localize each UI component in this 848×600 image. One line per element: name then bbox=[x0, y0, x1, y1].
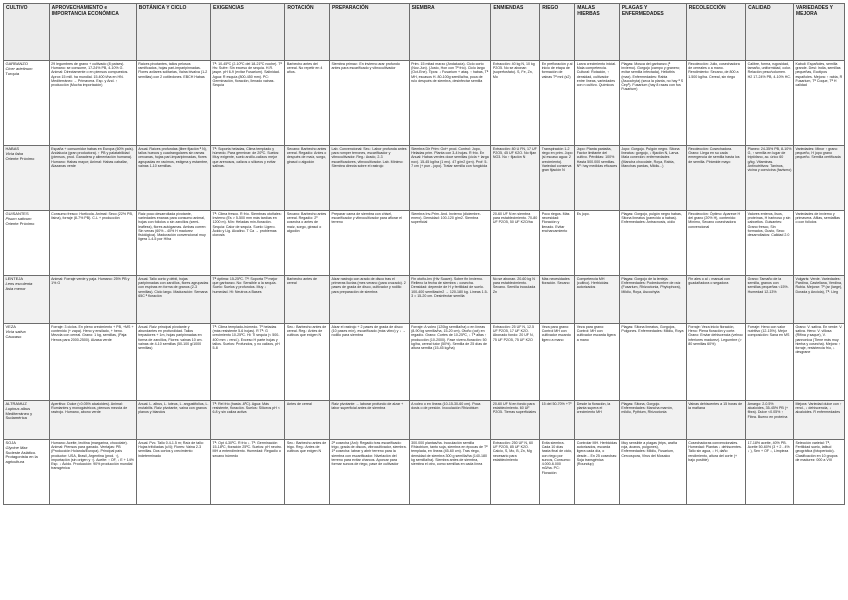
cell-botanica: Raíces pivotantes, tallos pelosos ramificados, hojas pari-imparipinnadas. Flores axilares solitarias, Vaina bivalva (1-2 semillas) con 2 cotiledones. EBCH Habas bbox=[136, 61, 210, 146]
crop-common-name: LENTEJA bbox=[5, 276, 24, 281]
crop-common-name: SOJA bbox=[5, 440, 16, 445]
crop-name-cell bbox=[4, 61, 50, 146]
cell-recoleccion: Forraje: Veza inicio floración, Heno: Plena floración y corte. Grano: Enviar dehiscencia (velnoc inferiores madurez). Legumbre (> 80 semillas 60%) bbox=[686, 324, 745, 401]
header-enmiendas: ENMIENDAS bbox=[491, 4, 540, 61]
cell-variedades: Variedades: Minor ↑ grano pequeño, H jopo grano pequeño. Semilla certificada bbox=[793, 146, 844, 211]
cell-siembra: 300.000 plantas/ha. Inoculación semilla Rhizobium, tanto soja, siembra en épocas de Tª templada, en líneas (45-60 cm). Tras riego, densidad de siembra 300 g semilla/ha (140-180 kg semilla/ha). Siembra antes de siembra, siembra el otro, como semillas en cada línea bbox=[409, 440, 491, 505]
cell-preparacion: 2ª cosecha (Ani): Regadío tras escarificado: trigo, grada de discos, vibrocultivador, siembra. 1ª cosecha: labrar y abrir terreno para la siembra con escarificador. Nivelación del terreno para evitar charcos. Aporcar para formar surcos de riego, pase de cultivador bbox=[329, 440, 409, 505]
cell-enmiendas: No se abonan. 20-60 kg N para establecimiento. Secano. Semilla inoculada Zn bbox=[491, 276, 540, 324]
crop-common-name: VEZA bbox=[5, 324, 16, 329]
crop-common-name: ALTRAMUZ bbox=[5, 401, 27, 406]
cell-malas-hierbas: Jopo: Planta parásita, Factor limitante del cultivo. Pérdidas: 100% Hasta 500.000 semillas. Nº: hay medidas eficaces bbox=[575, 146, 620, 211]
cell-plagas: Jopo: Gorgojo. Pulgón negro. Sitona lineatus: gorgojo, ↓ fijación N, Larva. Mala conexión: enfermedades (Mancha chocolate, Roya, Rabia, Manchas pardas, Mildiu...) bbox=[619, 146, 686, 211]
header-aprovechamiento: APROVECHAMIENTO e IMPORTANCIA ECONÓMICA bbox=[49, 4, 136, 61]
crop-origin: Turquía bbox=[5, 70, 20, 76]
crop-name-cell bbox=[4, 324, 50, 401]
table-row bbox=[4, 440, 845, 505]
header-preparacion: PREPARACIÓN bbox=[329, 4, 409, 61]
cell-botanica: Raíz poco desarrollada pivotante, variedades enanas para consumo animal, hojas con foliolos o sin zarcillos (semi-leafless), flores autógamas. Ambas corren: Sin venas (60%→40% H madurez fisiológica). Maduración convencional muy ligera 1-4-5 por H/ha bbox=[136, 211, 210, 276]
cell-aprovechamiento: Humano: Aceite, lecitina (margarina, chocolate). Animal: Piensos para ganado. Ventajas: PB (Producción Holanda/Europa). Principal país productor: USA, Brasil, Argentina (prod. ↑), importación (sin origen y ↑). Aceite: ↑ OF, ↓ E + 14% Esp. ↓ Ácido. Producción: 90% producción mundial transgénica bbox=[49, 440, 136, 505]
cell-riego: Transpiración 1-2 riego en prim. Jopo (si escaso agua: 2 crecimiento). Variedad conserva gran fijación N bbox=[540, 146, 575, 211]
cell-aprovechamiento: España + consumidor habas en Europa (60% país). Andalucía (gran productora). ↑ PB y palatabilidad (piensos, prod. Ganadera y alimentación humana). Humano: Habas mayor; Animal: Habas caballar, Alazanas verde bbox=[49, 146, 136, 211]
cell-riego: 15 del 50-70% +Tº bbox=[540, 401, 575, 440]
cell-variedades: Grano: V. sativa. En verde: V. sativa. Heno: V. villosa (Rifina y saque), V. pannonica (Tiene más muy hierba y cosecha). Mejora: ↑ forraje, resistencia frío, ↓ desgrane bbox=[793, 324, 844, 401]
cell-botanica: Anual. Raíces profundas (libre fijación ª N), tallos huecos y cuadrangulares sin ramas cercanas, hojas pari-imparipinnadas, flores agrupadas en racimos, estigma y estambre, vainas 1-10 semillas. bbox=[136, 146, 210, 211]
table-row bbox=[4, 401, 845, 440]
crop-origin: Asia menor bbox=[5, 285, 26, 291]
cell-calidad: Grano: Tamaño de la semilla, granos con semillas pequeñas <15%. Humedad 12-13% bbox=[746, 276, 794, 324]
header-rotacion: ROTACIÓN bbox=[285, 4, 330, 61]
table-row bbox=[4, 324, 845, 401]
crop-name-cell bbox=[4, 401, 50, 440]
crop-common-name: HABAS bbox=[5, 146, 20, 151]
cell-malas-hierbas: Desde la floración, la planta supera el crecimiento MH bbox=[575, 401, 620, 440]
cell-rotacion: Secano: Barbecho antes cereal. Regadío: Antes o después de maíz, sorgo, girasol o algodón bbox=[285, 146, 330, 211]
cell-plagas: Plagas: Sitona, Gorgojo. Enfermedades: Mancha marrón, mildiu, Pythium, Rhizoctonia bbox=[619, 401, 686, 440]
cell-riego: Veza para grano: Control MH con cultivador escardo ligero a mano bbox=[540, 324, 575, 401]
header-cultivo: CULTIVO bbox=[4, 4, 50, 61]
cell-recoleccion: Fin ales o al ↓ manual con guadañadora o segadora bbox=[686, 276, 745, 324]
cell-preparacion: Lab. Convencional: Sec.: Labor profunda antes para romper terrones, escarificador y vibrocultivador. Reg.: Arado, 2-3 escarificadores, vibrocultivador. Lab. Mínimo: Siembra directa sobre el rastrojo bbox=[329, 146, 409, 211]
cell-enmiendas: Extracción: 80 U FN, 17 UF P2O5, 45 UF K2O. No fijan NO3. No ↑ fijación N bbox=[491, 146, 540, 211]
cell-rotacion: Sec.: Barbecho antes de cereal. Reg.: Antes de cultivos que exigen N bbox=[285, 324, 330, 401]
table-row bbox=[4, 61, 845, 146]
cell-aprovechamiento: Aperitivo: Dulce (<0.05% alcaloides). Animal: Rumiantes y monogástricos, piensos mezcla de rastrojo. Humano, abono verde bbox=[49, 401, 136, 440]
cell-botanica: Anual. L. albus, L. luteus, L. angustifolius, L. mutabilis. Raíz pivotante, vaina con granos planos y blandos bbox=[136, 401, 210, 440]
header-variedades: VARIEDADES Y MEJORA bbox=[793, 4, 844, 61]
cell-rotacion: Barbecho antes de cereal bbox=[285, 276, 330, 324]
header-exigencias: EXIGENCIAS bbox=[211, 4, 285, 61]
cell-malas-hierbas: Larva crecimiento inicial. Mala competencia. Cultural: Rotación, ↑ densidad, cultivador entre líneas, variedades con n cultivo. Químicos bbox=[575, 61, 620, 146]
table-row bbox=[4, 276, 845, 324]
crop-origin: Mediterráneo y Sudamérica bbox=[5, 410, 33, 421]
cell-exigencias: Tª: Opt 4-30ºC. R frío ↓. Tª: Germinación 15-18ºC, floración 25ºC. Suelos: pH neutro. MH a entendimiento. Humedad: Regadío o secano húmedo bbox=[211, 440, 285, 505]
cell-malas-hierbas: Controlar MH. Herbicidas autorizados, escarda ligera cada día, o desde... En 25 cosechas: Soja transgénica (Roundup) bbox=[575, 440, 620, 505]
crop-origin: Sudeste Asiático. Protagonista en la agricultura bbox=[5, 449, 38, 465]
cell-malas-hierbas: Veza para grano: Control: MH con cultivador escarda ligera a mano bbox=[575, 324, 620, 401]
header-riego: RIEGO bbox=[540, 4, 575, 61]
cell-malas-hierbas: Competencia MH (cultivo). Herbicidas autorizados bbox=[575, 276, 620, 324]
cell-exigencias: Tª óptima: 15-25ºC. Tª: Soporta Tª mejor que garbanzo. No: Sensible a la sequía. Suelo: Suelos y profundos. Muy ↓ humedad. Hi: Neutros a Bases bbox=[211, 276, 285, 324]
cell-recoleccion: Recolección: Julio, cosechadora de cereales o a mano. Rendimiento: Secano, de 800 a 1.500 kg/ha. Cereal, sin riego bbox=[686, 61, 745, 146]
cell-calidad: Calibre, forma, rugosidad, tamaño, uniformidad, color. Relación peso/volumen. H2 17-24% PB, 4-10% HC. bbox=[746, 61, 794, 146]
cell-siembra: Prim. 15 mitad marzo (Andalucía). Ciclo corto (Nov-Jun). (Justo, Hon con Tª frío). Ciclo largo (Oct-Ene). Tipos: ↓ Fusarium + ataq. ↑ habas, Tª MH, escasos H. 80-100g semilla/ha, poca de rulo después de siembra, desinfectar semilla bbox=[409, 61, 491, 146]
cell-variedades: Kabuli: Españoles, semilla grande. Desi: India, semillas pequeñas, Ecotipos españoles. Mejora: ↑ rabia, R Fusarium, Tª Coque, Tª H calidad bbox=[793, 61, 844, 146]
cell-plagas: Plagas: Mosca del garbanzo (ª invierno). Gorgojo (campo y granero; evitar semilla infectada), Heliothis (max). Enfermedades: Rabia (Ascochyta) (seca la planta, no hay ª S Cepº). Fusarium (hay 8 razas con fus Fusarium) bbox=[619, 61, 686, 146]
crop-origin: Oriente Próximo bbox=[5, 155, 35, 161]
cell-rotacion: Antes de cereal bbox=[285, 401, 330, 440]
cell-riego: Más necesidades floración. Secano bbox=[540, 276, 575, 324]
crop-comparison-table bbox=[3, 3, 845, 505]
crop-origin: Cáucaso bbox=[5, 333, 22, 339]
header-plagas: PLAGAS Y ENFERMEDADES bbox=[619, 4, 686, 61]
cell-siembra: Forraje: A voleo (120kg semilla/ha) o en líneas (8-90 kg semilla/ha, 15-20 cm). Otoño (oct) en regadío. Grano: Cortes de 10-25ºC, ↓ Tª altas ↑ producción (10-2000). Fase vivero-floración: 50 kg/ha, cereal tutor (50%). Semilla de 25 días de altura semilla (15-45 kg/ha) bbox=[409, 324, 491, 401]
header-malas-hierbas: MALAS HIERBAS bbox=[575, 4, 620, 61]
cell-siembra: Fin otoño-Inv (Hiv Suave). Sobre fin Invierno. Relleno la fecha de siembra ↓ cosecha. Densidad: depende de H y fertilidad de suelo. 100-400 semillas/m2 → 120-180 kg. Líneas 1.5-3 = 15-20 cm. Desinfectar semilla bbox=[409, 276, 491, 324]
cell-exigencias: Tª: Soporta heladas, Clima templado y húmedo. Para germinar: de 20ºC. Suelos: Muy exigente, suelo arcillo-calizos mejor que arenosos, calizos o siliceos y evitar salinas. bbox=[211, 146, 285, 211]
cell-plagas: Plagas: Sitona lineatus, Gorgojos, Pulgones. Enfermedades: Mildiu, Roya bbox=[619, 324, 686, 401]
cell-variedades: Vulgaris: Verde. Variedades: Pardina, Castellana, Verdina, Rubia. Mejorar: Tª (ar (large), Dorada y Anciola), Tª. Lleg bbox=[793, 276, 844, 324]
cell-recoleccion: Cosechadoras convencionales. Humedad: Plantas ↓ dehiscentes. Tallo sin agua, ↓ H, daño rendimiento, altura del corte (+ bajo posible) bbox=[686, 440, 745, 505]
cell-calidad: Valores enteros, lisos, proteínas, H harinoso y sin caboelios. Guisantes: Grano fresco, Sin formados, Gusto, Seco desarrollados: Calidad 2.0 bbox=[746, 211, 794, 276]
cell-rotacion: Barbecho antes del cereal. No repetir en 4 años. bbox=[285, 61, 330, 146]
cell-recoleccion: Recolección: Cosechadora. Grano: Llega en su cada emergencia de semilla hasta los de semilla. Pirámide mayo bbox=[686, 146, 745, 211]
cell-malas-hierbas: Es jopo. bbox=[575, 211, 620, 276]
cell-exigencias: Tª: Rel frío (hasta -6ºC). Agua: Más resistente, floración. Suelos: Silíceos pH < 6.8 y sin caliza activa bbox=[211, 401, 285, 440]
cell-recoleccion: Recolección: Óptimo: Aparece H del grano (20% H), contenido: Mínimo, Secano cosechadora convencional bbox=[686, 211, 745, 276]
cell-botanica: Anual. Tallo corto y débil, hojas paripinnadas con zarcillos, flores agrupadas con espinas en forma de granos (2-3 semillas). Ciclo largo. Maduración: Semana 65C ª floración bbox=[136, 276, 210, 324]
cell-exigencias: Tª: Clima fresco. R frío. Siembras otoñales: Invierno (Es > 5-500 mm más tardías en 1200 m). Mín: Heladas mín-floración. Sequía: Calor de sequía. Suelo: Ligero. Ácido y Lig. Alcalino. T Ca → problemas clorosis bbox=[211, 211, 285, 276]
table-row bbox=[4, 146, 845, 211]
cell-siembra: Siembra Dir Prim: Oct+ prod. Control: Jopo, Heladas prim. Planta con 3-4 hojas. R frío. En Anual: Habas verdes doce semillas (cicla + larga nov). 15-45 kg/ha (1 mv). 47 g/m2 (prn). Prof: 5-7 cm (+ pun - jopo). Tratar semilla con fungicida bbox=[409, 146, 491, 211]
table-row bbox=[4, 211, 845, 276]
cell-variedades: Variedades de invierno y primavera. Afilas, semiafilas o con foliolos bbox=[793, 211, 844, 276]
header-calidad: CALIDAD bbox=[746, 4, 794, 61]
cell-preparacion: Alzar el rastrojo + 2 pases de grada de disco (10 pases mín), escarificado (más vibro) y ↓ → rodillo para siembra bbox=[329, 324, 409, 401]
crop-origin: Oriente Próximo bbox=[5, 220, 35, 226]
cell-enmiendas: 20-60 UF N en fondo para establecimiento. 60 UF P2O5. Tierras superficiales bbox=[491, 401, 540, 440]
cell-recoleccion: Vainas dehiscentes a 15 horas de la mañana bbox=[686, 401, 745, 440]
cell-rotacion: Sec.: Barbecho antes de trigo. Reg.: Antes de cultivos que exigen N bbox=[285, 440, 330, 505]
cell-aprovechamiento: Animal: Forraje verde y paja. Humano: 25% PB y 1% G bbox=[49, 276, 136, 324]
cell-exigencias: Tª: 10-45ºC (2-10ºC del 18-21ºC noche). Tª Hs: Sufre: Sin exceso de sequía. H.R. jaspe. pH 6-9 (evitar Fusarium). Salinidad. Agua: R esquía (800-450 mm). PC: Germinación, floración, llenado vainas. Sequía bbox=[211, 61, 285, 146]
cell-plagas: Plagas: Gorgojo, pulgón negro habas, Sitona lineatus (parecido a habas). Enfermedades: Antracnosis, oídio bbox=[619, 211, 686, 276]
cell-enmiendas: Extracción: 25 UF N, 12.5 UF P2O5, 17 UF K2O. Abonado fondo: 20 UF N, 75 UF P2O5, 75 UF K2O bbox=[491, 324, 540, 401]
header-botanica: BOTÁNICA Y CICLO bbox=[136, 4, 210, 61]
header-siembra: SIEMBRA bbox=[409, 4, 491, 61]
cell-preparacion: Preparar cama de siembra con chisel, escarificador y vibrocultivador para aflorar el terreno bbox=[329, 211, 409, 276]
crop-name-cell bbox=[4, 211, 50, 276]
cell-rotacion: Secano: Barbecho antes cereal. Regadío: 2º cosecha o antes de maíz, sorgo, girasol o algodón bbox=[285, 211, 330, 276]
cell-preparacion: Alzar rastrojo con arado de disco tras el primeras lluvias (mes verano (para cruzado). 2 pases de grada de disco, cultivador y rodillo para preparación de siembra bbox=[329, 276, 409, 324]
crop-scientific-name: Lens esculenta bbox=[5, 280, 33, 286]
cell-botanica: Anual. Raíz principal pivotante y abundantes en profundidad. Tallos trepadores + 1m, hojas paripinnadas en forma de zarcillos, Flores: vainas 10 cm. vainas de 4-10 semillas (50-100 g/1000 semillas) bbox=[136, 324, 210, 401]
crop-scientific-name: Cicer arietinum bbox=[5, 65, 33, 71]
cell-calidad: Planeo: 24-35% PB, 8-10% G, ↑ semilla en lugar de triptófano, ac. úrico 60 g/kg. Vitaminas. Antinutritivos: Taninos, vicina y convicina (favismo) bbox=[746, 146, 794, 211]
crop-name-cell bbox=[4, 440, 50, 505]
cell-preparacion: Siembra primav.: En invierno arar profundo antes para escarificado y vibrocultivador bbox=[329, 61, 409, 146]
crop-common-name: GUISANTES bbox=[5, 211, 29, 216]
cell-preparacion: Raíz pivotante → laborar profundo de alzar + labor superficial antes de siembra bbox=[329, 401, 409, 440]
crop-name-cell bbox=[4, 276, 50, 324]
cell-botanica: Anual. Pvc. Tallo 0.4-1.5 m; Raíz de tallo: Hojas trifoliadas (c/4); Flores: Vaina 2-3 semillas. Dos cortos y crecimiento indeterminado bbox=[136, 440, 210, 505]
cell-siembra: A voleo o en líneas (10-15-30-60 cm). Poca dosis o de presión. Inoculación Rhizobium bbox=[409, 401, 491, 440]
cell-calidad: Amargo: 2-0.5% alcaloides, 35-45% PB (+ fibra). Dulce <0.05% ↑ Fibra. Bueno en proteína bbox=[746, 401, 794, 440]
cell-aprovechamiento: Forraje: 3 ciclos. En pleno crecimiento + PB, +MS + contenido (+ zapa). Heno y ensilado, + heno. Mezcla con cereal. Grano: 1 kg, semillas, (Paja: Henos para 2000-2500). Alzasa verde bbox=[49, 324, 136, 401]
crop-common-name: GARBANZO bbox=[5, 61, 28, 66]
cell-calidad: Forraje: Heno con valor nutritivo (12-15%). Mejor composición: Sana en MS bbox=[746, 324, 794, 401]
cell-aprovechamiento: Consumo fresco: Hortícola. Animal: Seco (22% PB, lisina), forraje (8-7% PB). C-L + producción bbox=[49, 211, 136, 276]
crop-scientific-name: Vicia sativa bbox=[5, 328, 26, 334]
crop-scientific-name: Lupinus albus bbox=[5, 405, 31, 411]
crop-scientific-name: Pisum sativum bbox=[5, 215, 32, 221]
cell-siembra: Siembra Inv-Prim. And. Invierno (diciembre-enero). Densidad: 100-120 g/m2. Siembra superficial bbox=[409, 211, 491, 276]
cell-enmiendas: 20-60 UF N en siembra para establecimiento. 70-80 UF P2O5, 50 UF K2O/ha bbox=[491, 211, 540, 276]
cell-enmiendas: Extracción: 250 UF N, 60 UF P2O5, 85 UF K2O. Calcio, S, Mo, B, Zn, Mg necesario para establecimiento bbox=[491, 440, 540, 505]
cell-riego: Evita siembra. Cada 10 días hasta final de ciclo, con riego por surcos, Consumo: 4.000-6.000 m3/ha. PC: Floración bbox=[540, 440, 575, 505]
crop-name-cell bbox=[4, 146, 50, 211]
cell-exigencias: Tª: Clima templado-húmedo. Tª heladas (más resistente 5-6 hojas). R Tª: G crecimiento 10-25ºC. Hi: Ti sequía (< 500-400 mm ↓ rend.). Exceso H parte hojas y tallos. Suelos: Profundos, y no calizos, pH 5-8 bbox=[211, 324, 285, 401]
cell-aprovechamiento: 29 legumbres de grano + cultivado (8 países). Humano: se consume, 17-24% PB, 4-10% G. Animal: Directamente o en piensos compuestos. Aprox 15 mill. ha mundial. 15.400 t/ha en HN. Mediterráneo → Primavera. Esp. y And. ↑ producción (Mucha importación) bbox=[49, 61, 136, 146]
header-recoleccion: RECOLECCIÓN bbox=[686, 4, 745, 61]
cell-calidad: 17-18% aceite, 40% PB. Aceite 50-60% (3 + 2 - 4% ↓ ), Sen + OF ↓, Limpieza bbox=[746, 440, 794, 505]
crop-scientific-name: Glycine Max bbox=[5, 444, 28, 450]
table-header-row bbox=[4, 4, 845, 61]
cell-enmiendas: Extracción: 40 kg N, 10 kg P2O5. No se abonan (superfosfato). S, Fe, Zn, Mo bbox=[491, 61, 540, 146]
cell-variedades: Mejora: Variedad dulce con ↑ rend., ↓ dehiscencia, ↓ alcaloides. R enfermedades bbox=[793, 401, 844, 440]
cell-variedades: Selección varietal: Tª, Fertilidad suelo, latitud geográfica (fotoperiodo). Clasificación en 10 grupos de madurez: 000 a VIII bbox=[793, 440, 844, 505]
cell-riego: En prefloración y al inicio de etapa de formación de vainas Tª mnl (s2) bbox=[540, 61, 575, 146]
cell-plagas: Muy sensible a plagas (trips, araña roja, ácaros, pulgones), Enfermedades: Mildiu, Fusarium, Cercospora, Virus del Mosaico bbox=[619, 440, 686, 505]
crop-scientific-name: Vicia faba bbox=[5, 150, 23, 156]
cell-plagas: Plagas: Gorgojo de la lenteja. Enfermedades: Podredumbre de raíz (Fusarium, Rhizoctonia, Phytophora), Mildiu, Roya, Ascochyta bbox=[619, 276, 686, 324]
cell-riego: Poco riegos. Más necesidad: Floración y llenado. Evitar encharcamiento bbox=[540, 211, 575, 276]
